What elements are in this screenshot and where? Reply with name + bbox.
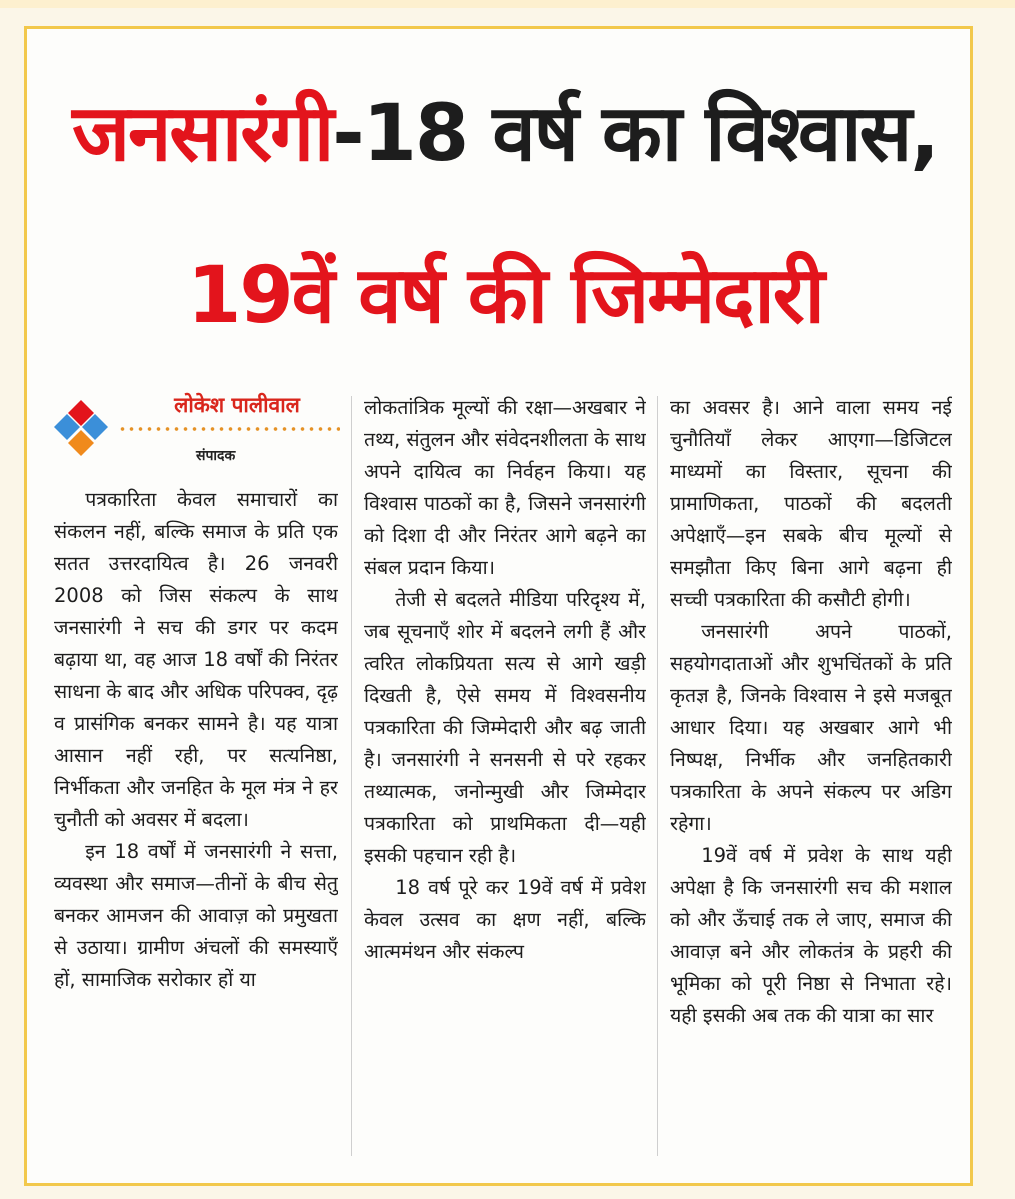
paragraph: तेजी से बदलते मीडिया परिदृश्य में, जब सूचनाएँ शोर में बदलने लगी हैं और त्वरित लोकप्रियता सत्य से आगे खड़ी दिखती है, ऐसे समय में विश्वसनीय पत्रकारिता की जिम्मेदारी और बढ़ जाती है। जनसारंगी ने सनसनी से परे रहकर तथ्यात्मक, जनोन्मुखी और जिम्मेदार पत्रकारिता को प्राथमिकता दी—यही इसकी पहचान रही है। (364, 588, 646, 867)
article-column-3 (670, 392, 952, 1156)
paragraph: इन 18 वर्षों में जनसारंगी ने सत्ता, व्यवस्था और समाज—तीनों के बीच सेतु बनकर आमजन की आवाज़ को प्रमुखता से उठाया। ग्रामीण अंचलों की समस्याएँ हों, सामाजिक सरोकार हों या (54, 840, 338, 991)
top-strip (0, 0, 1015, 8)
paragraph: 18 वर्ष पूरे कर 19वें वर्ष में प्रवेश केवल उत्सव का क्षण नहीं, बल्कि आत्ममंथन और संकल्प (364, 876, 646, 963)
paragraph: लोकतांत्रिक मूल्यों की रक्षा—अखबार ने तथ्य, संतुलन और संवेदनशीलता के साथ अपने दायित्व का निर्वहन किया। यह विश्वास पाठकों का है, जिसने जनसारंगी को दिशा दी और निरंतर आगे बढ़ने का संबल प्रदान किया। (364, 396, 646, 579)
paragraph: का अवसर है। आने वाला समय नई चुनौतियाँ लेकर आएगा—डिजिटल माध्यमों का विस्तार, सूचना की प्रामाणिकता, पाठकों की बदलती अपेक्षाएँ—इन सबके बीच मूल्यों से समझौता किए बिना आगे बढ़ना ही सच्ची पत्रकारिता की कसौटी होगी। (670, 396, 952, 611)
paragraph: जनसारंगी अपने पाठकों, सहयोगदाताओं और शुभचिंतकों के प्रति कृतज्ञ है, जिनके विश्वास ने इसे मजबूत आधार दिया। यह अखबार आगे भी निष्पक्ष, निर्भीक और जनहितकारी पत्रकारिता के अपने संकल्प पर अडिग रहेगा। (670, 620, 952, 835)
author-role: संपादक (196, 448, 236, 464)
column-rule (351, 396, 352, 1156)
headline-brand: जनसारंगी (72, 89, 333, 179)
four-diamond-logo-icon (52, 398, 110, 462)
headline-line-2: 19वें वर्ष की जिम्मेदारी (187, 251, 823, 341)
paragraph: पत्रकारिता केवल समाचारों का संकलन नहीं, बल्कि समाज के प्रति एक सतत उत्तरदायित्व है। 26 जनवरी 2008 को जिस संकल्प के साथ जनसारंगी ने सच की डगर पर कदम बढ़ाया था, वह आज 18 वर्षों की निरंतर साधना के बाद और अधिक परिपक्व, दृढ़ व प्रासंगिक बनकर सामने है। यह यात्रा आसान नहीं रही, पर सत्यनिष्ठा, निर्भीकता और जनहित के मूल मंत्र ने हर चुनौती को अवसर में बदला। (54, 488, 338, 831)
article-column-1 (54, 484, 338, 1156)
article-column-2 (364, 392, 646, 1156)
headline-tagline: -18 वर्ष का विश्वास, (332, 89, 938, 179)
paragraph: 19वें वर्ष में प्रवेश के साथ यही अपेक्षा है कि जनसारंगी सच की मशाल को और ऊँचाई तक ले जाए, समाज की आवाज़ बने और लोकतंत्र के प्रहरी की भूमिका को पूरी निष्ठा से निभाता रहे। यही इसकी अब तक की यात्रा का सार (670, 844, 952, 1027)
author-name: लोकेश पालीवाल (174, 393, 300, 417)
column-rule (657, 396, 658, 1156)
headline-line-1 (30, 84, 980, 184)
dotted-divider (118, 426, 340, 432)
